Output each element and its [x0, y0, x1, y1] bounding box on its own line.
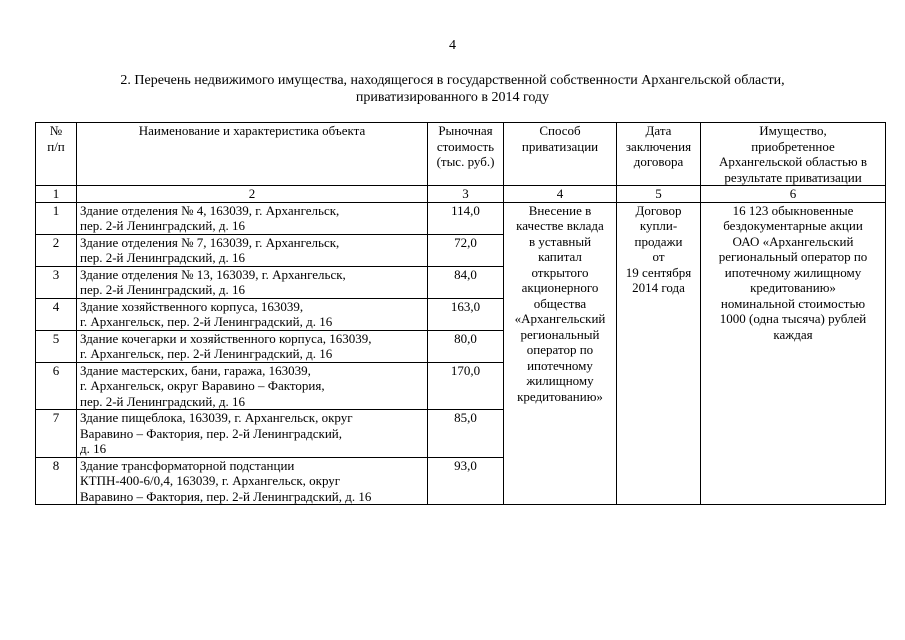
object-description: Здание отделения № 7, 163039, г. Архангельск, пер. 2-й Ленинградский, д. 16 [77, 234, 428, 266]
row-number: 6 [36, 362, 77, 410]
object-description: Здание пищеблока, 163039, г. Архангельск, округ Варавино – Фактория, пер. 2-й Ленинградский, д. 16 [77, 410, 428, 458]
row-number: 7 [36, 410, 77, 458]
row-number: 2 [36, 234, 77, 266]
privatization-method: Внесение в качестве вклада в уставный капитал открытого акционерного общества «Архангельский региональный оператор по ипотечному жилищному кредитованию» [504, 202, 617, 505]
document-heading: 2. Перечень недвижимого имущества, находящегося в государственной собственности Архангельской области, приватизированного в 2014 году [120, 73, 785, 105]
header-contract: Дата заключения договора [617, 123, 701, 186]
object-description: Здание трансформаторной подстанции КТПН-400-6/0,4, 163039, г. Архангельск, округ Варавино – Фактория, пер. 2-й Ленинградский, д. 16 [77, 457, 428, 505]
page-number: 4 [449, 38, 456, 53]
table-row [36, 202, 886, 234]
row-number: 8 [36, 457, 77, 505]
market-value: 72,0 [428, 234, 504, 266]
contract-date: Договор купли- продажи от 19 сентября 2014 года [617, 202, 701, 505]
market-value: 93,0 [428, 457, 504, 505]
object-description: Здание хозяйственного корпуса, 163039, г. Архангельск, пер. 2-й Ленинградский, д. 16 [77, 298, 428, 330]
object-description: Здание отделения № 13, 163039, г. Архангельск, пер. 2-й Ленинградский, д. 16 [77, 266, 428, 298]
column-number: 6 [701, 186, 886, 203]
market-value: 80,0 [428, 330, 504, 362]
market-value: 84,0 [428, 266, 504, 298]
column-number: 3 [428, 186, 504, 203]
column-number: 1 [36, 186, 77, 203]
market-value: 163,0 [428, 298, 504, 330]
market-value: 170,0 [428, 362, 504, 410]
header-name: Наименование и характеристика объекта [77, 123, 428, 186]
column-number-row [36, 186, 886, 203]
row-number: 4 [36, 298, 77, 330]
column-number: 5 [617, 186, 701, 203]
row-number: 5 [36, 330, 77, 362]
header-num: № п/п [36, 123, 77, 186]
market-value: 114,0 [428, 202, 504, 234]
table-header-row [36, 123, 886, 186]
row-number: 3 [36, 266, 77, 298]
header-method: Способ приватизации [504, 123, 617, 186]
object-description: Здание отделения № 4, 163039, г. Архангельск, пер. 2-й Ленинградский, д. 16 [77, 202, 428, 234]
market-value: 85,0 [428, 410, 504, 458]
privatized-property-table [35, 122, 886, 505]
row-number: 1 [36, 202, 77, 234]
object-description: Здание кочегарки и хозяйственного корпуса, 163039, г. Архангельск, пер. 2-й Ленинградский, д. 16 [77, 330, 428, 362]
header-price: Рыночная стоимость (тыс. руб.) [428, 123, 504, 186]
column-number: 4 [504, 186, 617, 203]
header-result: Имущество, приобретенное Архангельской областью в результате приватизации [701, 123, 886, 186]
object-description: Здание мастерских, бани, гаража, 163039, г. Архангельск, округ Варавино – Фактория, пер. 2-й Ленинградский, д. 16 [77, 362, 428, 410]
column-number: 2 [77, 186, 428, 203]
acquired-property: 16 123 обыкновенные бездокументарные акции ОАО «Архангельский региональный оператор по ипотечному жилищному кредитованию» номинальной стоимостью 1000 (одна тысяча) рублей каждая [701, 202, 886, 505]
